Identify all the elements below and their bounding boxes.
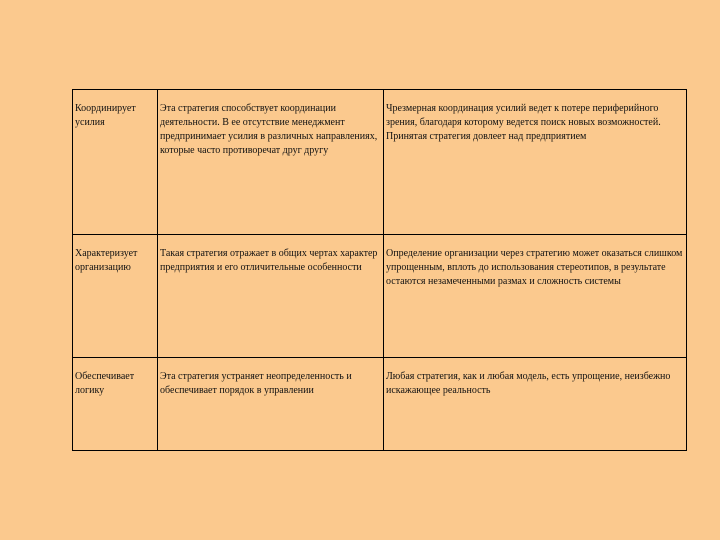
- advantage-cell: Эта стратегия устраняет неопределенность и обеспечивает порядок в управлении: [158, 358, 384, 450]
- row-label: Характеризует организацию: [73, 235, 158, 357]
- table-row: [73, 358, 686, 450]
- row-label: Обеспечивает логику: [73, 358, 158, 450]
- table-row: [73, 90, 686, 235]
- disadvantage-cell: Любая стратегия, как и любая модель, есть упрощение, неизбежно искажающее реальность: [386, 371, 671, 396]
- disadvantage-cell: Чрезмерная координация усилий ведет к потере периферийного зрения, благодаря которому ведется поиск новых возможностей. Принятая стратегия довлеет над предприятием: [386, 103, 661, 142]
- row-label: Координирует усилия: [73, 90, 158, 234]
- table-row: [73, 235, 686, 358]
- disadvantage-cell: Определение организации через стратегию может оказаться слишком упрощенным, вплоть до использования стереотипов, в результате остаются незамеченными размах и сложность системы: [386, 248, 683, 287]
- advantage-cell: Эта стратегия способствует координации деятельности. В ее отсутствие менеджмент предпринимает усилия в различных направлениях, которые часто противоречат друг другу: [158, 90, 384, 234]
- advantage-cell: Такая стратегия отражает в общих чертах характер предприятия и его отличительные особенности: [158, 235, 384, 357]
- strategy-table: [72, 89, 687, 451]
